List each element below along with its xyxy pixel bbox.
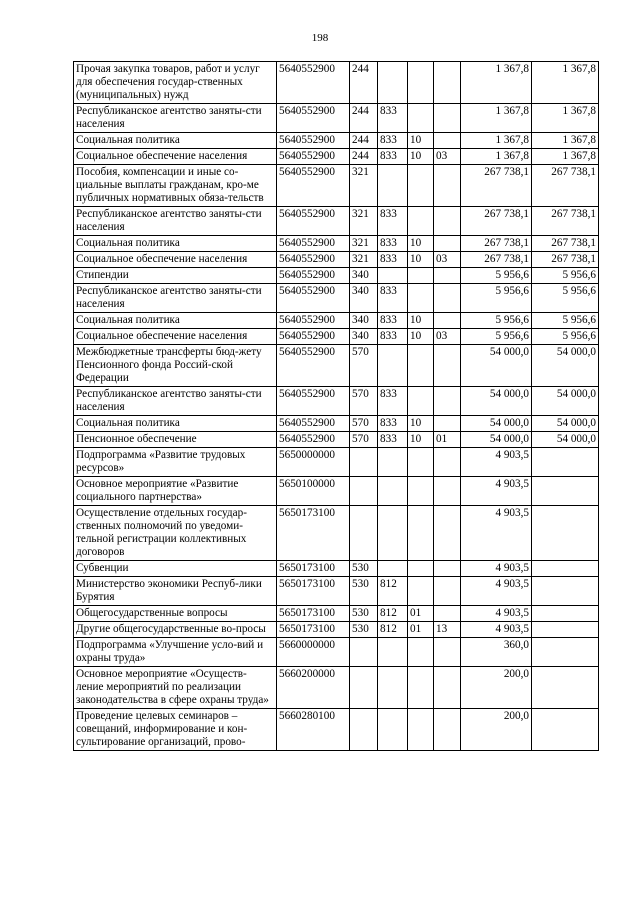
expense-type-code-cell [350,506,378,561]
amount-cell-2: 1 367,8 [532,62,599,104]
section-code-cell: 10 [408,313,434,329]
target-article-code-cell: 5640552900 [277,268,350,284]
chief-administrator-code-cell: 833 [378,149,408,165]
section-code-cell: 01 [408,606,434,622]
section-code-cell [408,387,434,416]
chief-administrator-code-cell [378,345,408,387]
table-row [74,207,599,236]
subsection-code-cell [434,387,461,416]
row-name-cell: Республиканское агентство заняты-сти населения [74,104,277,133]
amount-cell-1: 267 738,1 [461,207,532,236]
target-article-code-cell: 5640552900 [277,345,350,387]
expense-type-code-cell: 244 [350,149,378,165]
target-article-code-cell: 5650173100 [277,506,350,561]
table-row [74,638,599,667]
subsection-code-cell [434,667,461,709]
expense-type-code-cell: 244 [350,104,378,133]
row-name-cell: Субвенции [74,561,277,577]
section-code-cell: 01 [408,622,434,638]
amount-cell-2: 54 000,0 [532,387,599,416]
target-article-code-cell: 5640552900 [277,387,350,416]
target-article-code-cell: 5640552900 [277,104,350,133]
table-row [74,448,599,477]
section-code-cell [408,165,434,207]
subsection-code-cell [434,448,461,477]
expense-type-code-cell: 530 [350,561,378,577]
table-row [74,506,599,561]
target-article-code-cell: 5640552900 [277,252,350,268]
chief-administrator-code-cell: 833 [378,236,408,252]
target-article-code-cell: 5640552900 [277,236,350,252]
amount-cell-2: 267 738,1 [532,252,599,268]
amount-cell-1: 267 738,1 [461,165,532,207]
table-row [74,284,599,313]
amount-cell-2 [532,667,599,709]
table-row [74,667,599,709]
chief-administrator-code-cell [378,638,408,667]
section-code-cell [408,207,434,236]
chief-administrator-code-cell: 833 [378,329,408,345]
amount-cell-1: 4 903,5 [461,448,532,477]
amount-cell-2: 267 738,1 [532,207,599,236]
chief-administrator-code-cell: 833 [378,313,408,329]
chief-administrator-code-cell: 833 [378,252,408,268]
amount-cell-2 [532,477,599,506]
section-code-cell [408,284,434,313]
table-row [74,252,599,268]
subsection-code-cell: 03 [434,252,461,268]
expense-type-code-cell: 530 [350,622,378,638]
expense-type-code-cell: 570 [350,432,378,448]
amount-cell-2: 54 000,0 [532,432,599,448]
table-row [74,606,599,622]
expense-type-code-cell: 340 [350,284,378,313]
expense-type-code-cell: 530 [350,606,378,622]
row-name-cell: Другие общегосударственные во-просы [74,622,277,638]
subsection-code-cell [434,561,461,577]
amount-cell-2 [532,448,599,477]
amount-cell-2 [532,577,599,606]
table-row [74,236,599,252]
expense-type-code-cell: 244 [350,62,378,104]
chief-administrator-code-cell: 833 [378,416,408,432]
target-article-code-cell: 5640552900 [277,416,350,432]
target-article-code-cell: 5660000000 [277,638,350,667]
row-name-cell: Пособия, компенсации и иные со-циальные выплаты гражданам, кро-ме публичных нормативных обяза-тельств [74,165,277,207]
target-article-code-cell: 5650000000 [277,448,350,477]
target-article-code-cell: 5660200000 [277,667,350,709]
expense-type-code-cell: 321 [350,252,378,268]
target-article-code-cell: 5640552900 [277,62,350,104]
subsection-code-cell [434,284,461,313]
row-name-cell: Социальное обеспечение населения [74,329,277,345]
target-article-code-cell: 5660280100 [277,709,350,751]
section-code-cell: 10 [408,329,434,345]
subsection-code-cell: 03 [434,149,461,165]
amount-cell-2 [532,638,599,667]
table-row [74,345,599,387]
section-code-cell [408,268,434,284]
section-code-cell [408,506,434,561]
chief-administrator-code-cell [378,62,408,104]
chief-administrator-code-cell [378,561,408,577]
subsection-code-cell [434,268,461,284]
chief-administrator-code-cell: 812 [378,622,408,638]
row-name-cell: Социальное обеспечение населения [74,252,277,268]
subsection-code-cell [434,236,461,252]
table-row [74,329,599,345]
page-number: 198 [311,32,329,44]
expense-type-code-cell: 530 [350,577,378,606]
table-row [74,561,599,577]
section-code-cell [408,104,434,133]
target-article-code-cell: 5640552900 [277,165,350,207]
subsection-code-cell [434,313,461,329]
subsection-code-cell [434,416,461,432]
amount-cell-1: 4 903,5 [461,506,532,561]
section-code-cell [408,448,434,477]
section-code-cell [408,561,434,577]
chief-administrator-code-cell: 812 [378,577,408,606]
target-article-code-cell: 5650173100 [277,606,350,622]
amount-cell-1: 1 367,8 [461,149,532,165]
expense-type-code-cell [350,448,378,477]
section-code-cell: 10 [408,236,434,252]
amount-cell-1: 4 903,5 [461,561,532,577]
chief-administrator-code-cell [378,709,408,751]
expense-type-code-cell: 244 [350,133,378,149]
amount-cell-1: 200,0 [461,667,532,709]
row-name-cell: Республиканское агентство заняты-сти населения [74,207,277,236]
target-article-code-cell: 5650173100 [277,561,350,577]
amount-cell-2: 1 367,8 [532,149,599,165]
table-row [74,477,599,506]
table-row [74,416,599,432]
amount-cell-1: 54 000,0 [461,432,532,448]
subsection-code-cell [434,62,461,104]
chief-administrator-code-cell [378,477,408,506]
expense-type-code-cell [350,709,378,751]
row-name-cell: Социальная политика [74,236,277,252]
amount-cell-1: 4 903,5 [461,622,532,638]
target-article-code-cell: 5640552900 [277,313,350,329]
row-name-cell: Социальная политика [74,313,277,329]
subsection-code-cell: 03 [434,329,461,345]
section-code-cell [408,477,434,506]
subsection-code-cell [434,709,461,751]
target-article-code-cell: 5640552900 [277,149,350,165]
row-name-cell: Республиканское агентство заняты-сти населения [74,387,277,416]
section-code-cell: 10 [408,149,434,165]
row-name-cell: Подпрограмма «Улучшение усло-вий и охраны труда» [74,638,277,667]
amount-cell-2: 54 000,0 [532,345,599,387]
budget-table [73,61,599,751]
row-name-cell: Основное мероприятие «Осуществ-ление мероприятий по реализации законодательства в сфере охраны труда» [74,667,277,709]
amount-cell-2 [532,506,599,561]
amount-cell-1: 200,0 [461,709,532,751]
row-name-cell: Министерство экономики Респуб-лики Бурятия [74,577,277,606]
chief-administrator-code-cell: 833 [378,432,408,448]
subsection-code-cell [434,104,461,133]
table-row [74,268,599,284]
chief-administrator-code-cell: 812 [378,606,408,622]
expense-type-code-cell: 321 [350,165,378,207]
amount-cell-1: 267 738,1 [461,236,532,252]
row-name-cell: Осуществление отдельных государ-ственных полномочий по уведоми-тельной регистрации коллективных договоров [74,506,277,561]
table-row [74,165,599,207]
amount-cell-1: 1 367,8 [461,104,532,133]
expense-type-code-cell: 570 [350,416,378,432]
amount-cell-1: 4 903,5 [461,577,532,606]
amount-cell-2: 5 956,6 [532,268,599,284]
chief-administrator-code-cell [378,448,408,477]
subsection-code-cell [434,165,461,207]
row-name-cell: Республиканское агентство заняты-сти населения [74,284,277,313]
amount-cell-2: 5 956,6 [532,284,599,313]
amount-cell-2 [532,606,599,622]
chief-administrator-code-cell [378,268,408,284]
row-name-cell: Социальная политика [74,133,277,149]
row-name-cell: Общегосударственные вопросы [74,606,277,622]
amount-cell-2: 5 956,6 [532,329,599,345]
subsection-code-cell [434,606,461,622]
subsection-code-cell [434,345,461,387]
table-row [74,709,599,751]
expense-type-code-cell [350,477,378,506]
chief-administrator-code-cell [378,165,408,207]
section-code-cell: 10 [408,252,434,268]
expense-type-code-cell: 321 [350,236,378,252]
section-code-cell [408,667,434,709]
chief-administrator-code-cell [378,506,408,561]
section-code-cell [408,638,434,667]
amount-cell-2: 1 367,8 [532,133,599,149]
amount-cell-1: 5 956,6 [461,329,532,345]
amount-cell-1: 54 000,0 [461,345,532,387]
amount-cell-1: 1 367,8 [461,62,532,104]
subsection-code-cell: 01 [434,432,461,448]
section-code-cell: 10 [408,133,434,149]
table-row [74,577,599,606]
section-code-cell: 10 [408,432,434,448]
expense-type-code-cell: 340 [350,313,378,329]
amount-cell-1: 4 903,5 [461,606,532,622]
target-article-code-cell: 5640552900 [277,207,350,236]
table-row [74,313,599,329]
section-code-cell [408,709,434,751]
chief-administrator-code-cell [378,667,408,709]
subsection-code-cell [434,638,461,667]
expense-type-code-cell: 340 [350,329,378,345]
table-row [74,62,599,104]
subsection-code-cell [434,506,461,561]
amount-cell-2 [532,561,599,577]
amount-cell-2: 267 738,1 [532,165,599,207]
subsection-code-cell [434,477,461,506]
expense-type-code-cell: 570 [350,345,378,387]
amount-cell-1: 4 903,5 [461,477,532,506]
table-body [74,62,599,751]
chief-administrator-code-cell: 833 [378,284,408,313]
table-row [74,432,599,448]
table-row [74,104,599,133]
section-code-cell [408,577,434,606]
subsection-code-cell [434,207,461,236]
row-name-cell: Прочая закупка товаров, работ и услуг для обеспечения государ-ственных (муниципальных) нужд [74,62,277,104]
amount-cell-1: 267 738,1 [461,252,532,268]
section-code-cell: 10 [408,416,434,432]
chief-administrator-code-cell: 833 [378,387,408,416]
chief-administrator-code-cell: 833 [378,207,408,236]
target-article-code-cell: 5650100000 [277,477,350,506]
table-row [74,387,599,416]
target-article-code-cell: 5640552900 [277,329,350,345]
target-article-code-cell: 5640552900 [277,432,350,448]
table-row [74,133,599,149]
row-name-cell: Подпрограмма «Развитие трудовых ресурсов» [74,448,277,477]
expense-type-code-cell: 321 [350,207,378,236]
row-name-cell: Проведение целевых семинаров – совещаний, информирование и кон-сультирование организаций, прово- [74,709,277,751]
section-code-cell [408,62,434,104]
amount-cell-1: 360,0 [461,638,532,667]
amount-cell-1: 1 367,8 [461,133,532,149]
row-name-cell: Социальная политика [74,416,277,432]
amount-cell-2 [532,709,599,751]
subsection-code-cell [434,133,461,149]
amount-cell-1: 54 000,0 [461,387,532,416]
target-article-code-cell: 5640552900 [277,133,350,149]
amount-cell-2: 1 367,8 [532,104,599,133]
amount-cell-2: 5 956,6 [532,313,599,329]
amount-cell-2: 54 000,0 [532,416,599,432]
target-article-code-cell: 5650173100 [277,577,350,606]
row-name-cell: Межбюджетные трансферты бюд-жету Пенсионного фонда Россий-ской Федерации [74,345,277,387]
section-code-cell [408,345,434,387]
expense-type-code-cell: 340 [350,268,378,284]
row-name-cell: Стипендии [74,268,277,284]
row-name-cell: Социальное обеспечение населения [74,149,277,165]
table-row [74,622,599,638]
target-article-code-cell: 5640552900 [277,284,350,313]
subsection-code-cell: 13 [434,622,461,638]
expense-type-code-cell [350,638,378,667]
amount-cell-1: 5 956,6 [461,313,532,329]
table-row [74,149,599,165]
row-name-cell: Пенсионное обеспечение [74,432,277,448]
amount-cell-1: 5 956,6 [461,268,532,284]
amount-cell-2 [532,622,599,638]
amount-cell-1: 54 000,0 [461,416,532,432]
target-article-code-cell: 5650173100 [277,622,350,638]
expense-type-code-cell [350,667,378,709]
amount-cell-2: 267 738,1 [532,236,599,252]
expense-type-code-cell: 570 [350,387,378,416]
subsection-code-cell [434,577,461,606]
amount-cell-1: 5 956,6 [461,284,532,313]
chief-administrator-code-cell: 833 [378,133,408,149]
chief-administrator-code-cell: 833 [378,104,408,133]
row-name-cell: Основное мероприятие «Развитие социального партнерства» [74,477,277,506]
